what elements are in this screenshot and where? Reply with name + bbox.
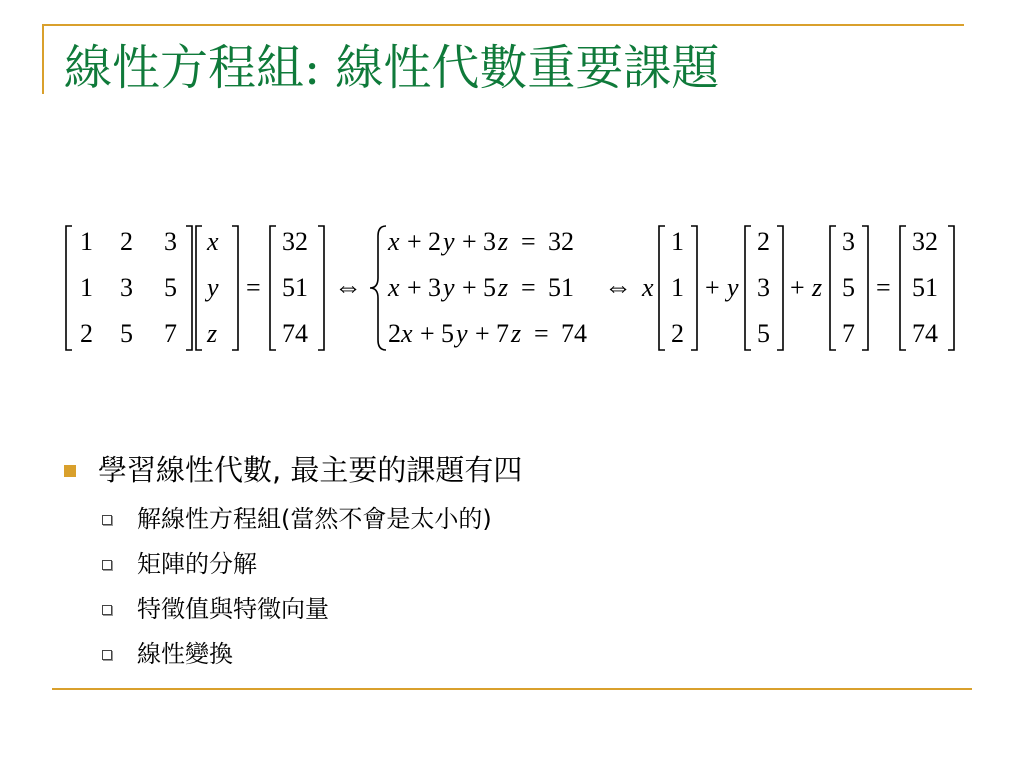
sys-term: 51 xyxy=(548,273,574,302)
sys-term: 3 xyxy=(483,227,496,256)
sys-term: z xyxy=(498,227,509,256)
bracket-vars-right xyxy=(232,226,238,350)
col3-cell: 5 xyxy=(842,273,855,302)
a-cell: 5 xyxy=(164,273,177,302)
sys-term: 5 xyxy=(441,319,454,348)
sys-term: = xyxy=(521,273,536,302)
col2-cell: 3 xyxy=(757,273,770,302)
plus-sign: + xyxy=(705,273,720,302)
sys-term: + xyxy=(407,273,422,302)
result-cell: 51 xyxy=(912,273,938,302)
var-cell: x xyxy=(207,227,219,256)
frame-accent-top xyxy=(42,24,964,26)
sys-term: 2 xyxy=(428,227,441,256)
a-cell: 5 xyxy=(120,319,133,348)
b-cell: 51 xyxy=(282,273,308,302)
slide-title: 線性方程組: 線性代數重要課題 xyxy=(64,40,720,96)
coef-var: y xyxy=(727,273,739,302)
sys-term: + xyxy=(462,273,477,302)
a-cell: 1 xyxy=(80,227,93,256)
sub-bullet-text: 矩陣的分解 xyxy=(137,550,257,578)
frame-accent-bottom xyxy=(52,688,972,690)
sys-term: = xyxy=(534,319,549,348)
sys-term: + xyxy=(475,319,490,348)
result-cell: 74 xyxy=(912,319,938,348)
var-cell: y xyxy=(207,273,219,302)
sys-term: y xyxy=(456,319,468,348)
iff-symbol: ⇔ xyxy=(334,272,362,303)
bracket-b-left xyxy=(270,226,276,350)
col2-cell: 5 xyxy=(757,319,770,348)
sys-term: 7 xyxy=(496,319,509,348)
bracket-b-right xyxy=(318,226,324,350)
sys-term: x xyxy=(401,319,413,348)
bracket-col2-left xyxy=(745,226,751,350)
a-cell: 1 xyxy=(80,273,93,302)
coef-var: x xyxy=(642,273,654,302)
sub-bullet-text: 特徵值與特徵向量 xyxy=(137,595,329,623)
result-cell: 32 xyxy=(912,227,938,256)
var-cell: z xyxy=(207,319,218,348)
sub-bullet-text: 解線性方程組(當然不會是太小的) xyxy=(137,505,492,533)
plus-sign: + xyxy=(790,273,805,302)
sys-term: = xyxy=(521,227,536,256)
bracket-col3-left xyxy=(830,226,836,350)
a-cell: 2 xyxy=(80,319,93,348)
bracket-col3-right xyxy=(862,226,868,350)
equals-sign: = xyxy=(876,273,891,302)
sys-term: y xyxy=(443,273,455,302)
hollow-square-bullet-icon xyxy=(102,515,112,525)
bracket-col2-right xyxy=(777,226,783,350)
sys-term: 3 xyxy=(428,273,441,302)
col3-cell: 7 xyxy=(842,319,855,348)
col3-cell: 3 xyxy=(842,227,855,256)
b-cell: 74 xyxy=(282,319,308,348)
bracket-result-left xyxy=(900,226,906,350)
sys-term: y xyxy=(443,227,455,256)
sys-term: z xyxy=(511,319,522,348)
sys-term: x xyxy=(388,273,400,302)
coef-var: z xyxy=(812,273,823,302)
iff-symbol: ⇔ xyxy=(604,272,632,303)
a-cell: 7 xyxy=(164,319,177,348)
col1-cell: 1 xyxy=(671,273,684,302)
bracket-vars-left xyxy=(196,226,202,350)
sub-bullet-text: 線性變換 xyxy=(137,640,233,668)
sys-term: + xyxy=(420,319,435,348)
hollow-square-bullet-icon xyxy=(102,605,112,615)
b-cell: 32 xyxy=(282,227,308,256)
bracket-A-right xyxy=(186,226,192,350)
a-cell: 2 xyxy=(120,227,133,256)
sys-term: 2 xyxy=(388,319,401,348)
frame-accent-left xyxy=(42,24,44,94)
bracket-A-left xyxy=(66,226,72,350)
sys-term: 5 xyxy=(483,273,496,302)
col2-cell: 2 xyxy=(757,227,770,256)
col1-cell: 2 xyxy=(671,319,684,348)
a-cell: 3 xyxy=(120,273,133,302)
sys-term: + xyxy=(407,227,422,256)
bullet-main-text: 學習線性代數, 最主要的課題有四 xyxy=(98,453,523,487)
hollow-square-bullet-icon xyxy=(102,560,112,570)
sys-term: + xyxy=(462,227,477,256)
sys-term: x xyxy=(388,227,400,256)
sys-term: z xyxy=(498,273,509,302)
square-bullet-icon xyxy=(64,465,76,477)
sys-term: 32 xyxy=(548,227,574,256)
system-brace xyxy=(370,226,386,350)
equals-sign: = xyxy=(246,273,261,302)
matrix-equation xyxy=(62,218,962,358)
a-cell: 3 xyxy=(164,227,177,256)
bracket-col1-right xyxy=(691,226,697,350)
bracket-result-right xyxy=(948,226,954,350)
hollow-square-bullet-icon xyxy=(102,650,112,660)
col1-cell: 1 xyxy=(671,227,684,256)
bracket-col1-left xyxy=(659,226,665,350)
sys-term: 74 xyxy=(561,319,587,348)
